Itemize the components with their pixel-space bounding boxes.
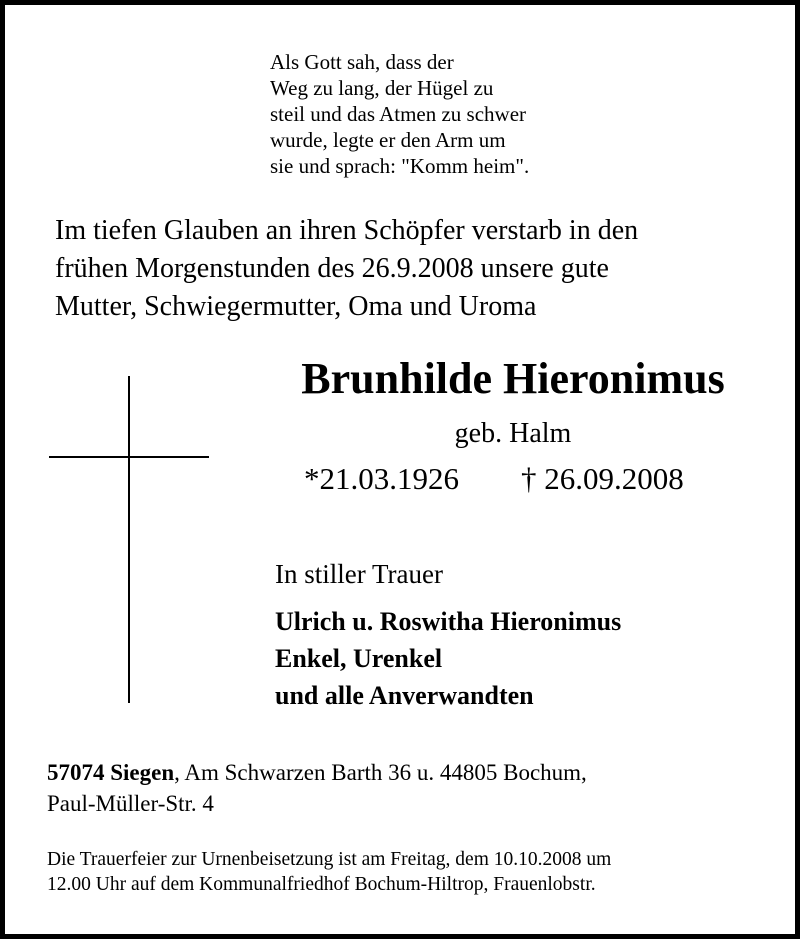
address-line-2: Paul-Müller-Str. 4	[47, 791, 214, 816]
mourning-heading: In stiller Trauer	[275, 559, 443, 589]
intro-line: Im tiefen Glauben an ihren Schöpfer verstarb in den	[55, 215, 639, 246]
cross-horizontal-bar	[49, 456, 209, 458]
family-line: und alle Anverwandten	[275, 681, 534, 710]
ceremony-info	[47, 847, 611, 897]
intro-text	[55, 212, 638, 326]
poem-line: Als Gott sah, dass der	[270, 50, 454, 74]
family-line: Enkel, Urenkel	[275, 644, 443, 673]
poem	[270, 49, 529, 179]
ceremony-line: 12.00 Uhr auf dem Kommunalfriedhof Bochum-Hiltrop, Frauenlobstr.	[47, 874, 596, 895]
poem-line: wurde, legte er den Arm um	[270, 128, 506, 152]
death-date: † 26.09.2008	[521, 461, 684, 496]
poem-line: steil und das Atmen zu schwer	[270, 102, 527, 126]
poem-line: Weg zu lang, der Hügel zu	[270, 76, 494, 100]
address	[47, 757, 587, 819]
cross-vertical-bar	[128, 376, 130, 703]
family-line: Ulrich u. Roswitha Hieronimus	[275, 607, 622, 636]
maiden-name: geb. Halm	[454, 418, 572, 449]
address-city: 57074 Siegen	[47, 760, 175, 785]
ceremony-line: Die Trauerfeier zur Urnenbeisetzung ist am Freitag, dem 10.10.2008 um	[47, 849, 612, 870]
address-street: , Am Schwarzen Barth 36 u. 44805 Bochum,	[174, 760, 587, 785]
deceased-name: Brunhilde Hieronimus	[301, 354, 725, 403]
poem-line: sie und sprach: "Komm heim".	[270, 154, 530, 178]
intro-line: frühen Morgenstunden des 26.9.2008 unsere gute	[55, 253, 609, 284]
life-dates	[304, 459, 684, 499]
intro-line: Mutter, Schwiegermutter, Oma und Uroma	[55, 291, 537, 322]
birth-date: *21.03.1926	[304, 461, 459, 496]
family-list	[275, 603, 621, 714]
address-line-1	[47, 757, 587, 788]
